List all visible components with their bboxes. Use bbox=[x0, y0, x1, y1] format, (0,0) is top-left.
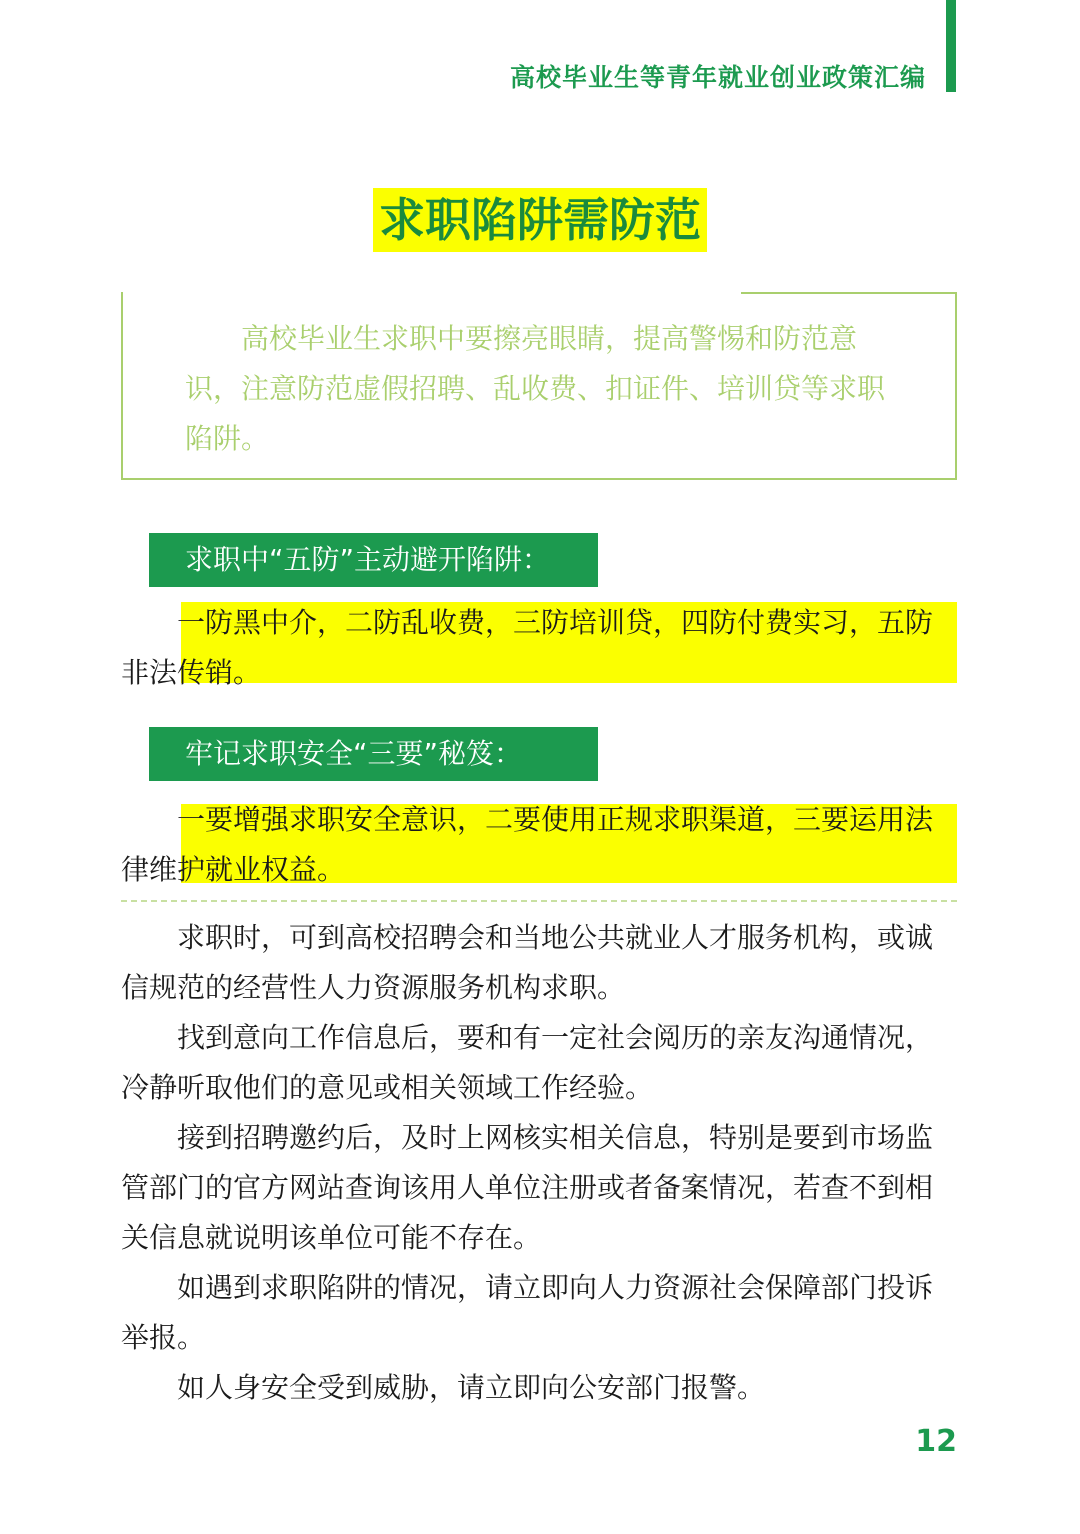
dashed-divider bbox=[121, 900, 957, 902]
five-defenses-text-main: 一防黑中介，二防乱收费，三防培训贷，四防付费实习，五防非法传销。 bbox=[121, 606, 934, 689]
three-musts-text: 一要增强求职安全意识，二要使用正规求职渠道，三要运用法律维护就业权益。 bbox=[121, 803, 934, 886]
body-paragraph: 如遇到求职陷阱的情况，请立即向人力资源社会保障部门投诉举报。 bbox=[121, 1271, 934, 1354]
intro-box bbox=[121, 292, 957, 480]
header-title: 高校毕业生等青年就业创业政策汇编 bbox=[509, 63, 926, 92]
page-title-wrap bbox=[0, 188, 1080, 252]
section-label-three-musts: 牢记求职安全“三要”秘笈： bbox=[149, 727, 598, 781]
highlight-block-five-defenses bbox=[121, 598, 957, 688]
body-paragraph: 接到招聘邀约后，及时上网核实相关信息，特别是要到市场监管部门的官方网站查询该用人单位注册或者备案情况，若查不到相关信息就说明该单位可能不存在。 bbox=[121, 1121, 934, 1254]
section-label-five-defenses: 求职中“五防”主动避开陷阱： bbox=[149, 533, 598, 587]
page-number: 12 bbox=[915, 1424, 957, 1459]
body-paragraph: 找到意向工作信息后，要和有一定社会阅历的亲友沟通情况，冷静听取他们的意见或相关领域工作经验。 bbox=[121, 1021, 934, 1104]
header-accent-bar bbox=[946, 0, 956, 92]
intro-box-top-line bbox=[741, 292, 957, 294]
intro-text: 高校毕业生求职中要擦亮眼睛，提高警惕和防范意识，注意防范虚假招聘、乱收费、扣证件、培训贷等求职陷阱。 bbox=[185, 322, 886, 455]
body-text bbox=[121, 913, 957, 1413]
body-paragraph: 求职时，可到高校招聘会和当地公共就业人才服务机构，或诚信规范的经营性人力资源服务机构求职。 bbox=[121, 921, 934, 1004]
highlight-block-three-musts bbox=[121, 795, 957, 885]
page-title: 求职陷阱需防范 bbox=[373, 188, 707, 252]
body-paragraph: 如人身安全受到威胁，请立即向公安部门报警。 bbox=[177, 1371, 766, 1404]
